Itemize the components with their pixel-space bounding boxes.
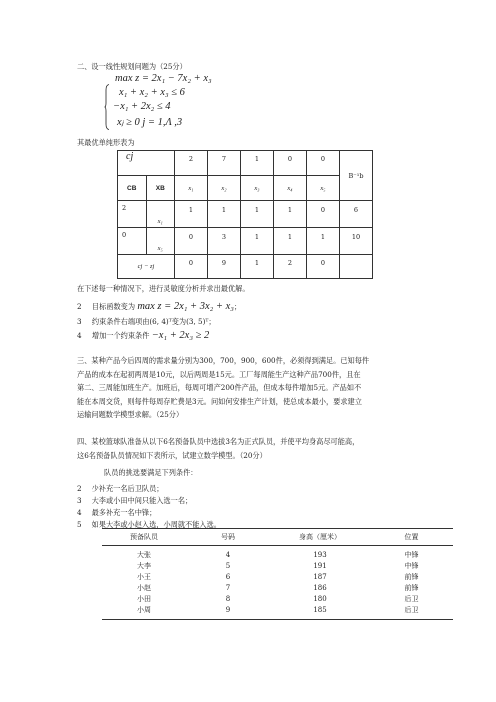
- item-number: 2: [77, 302, 82, 311]
- cb-value: 2: [118, 201, 147, 228]
- item-text: 增加一个约束条件: [91, 331, 150, 340]
- col-header: 号码: [186, 529, 270, 546]
- reduced-cost-row: [118, 255, 373, 279]
- empty-cell: [340, 255, 373, 279]
- list-item: 4 最多补充一名中锋；: [77, 508, 157, 517]
- var-header: x₂: [208, 176, 241, 201]
- bhat-header: B⁻¹b: [340, 151, 373, 201]
- table-row: 小田 8 180 后卫: [137, 595, 419, 603]
- cell: 1: [274, 201, 307, 228]
- item-2: [77, 317, 216, 327]
- constraint-nonneg: xⱼ ≥ 0 j = 1,Λ ,3: [117, 117, 183, 128]
- cj-value: 0: [307, 151, 340, 176]
- tableau-intro: 其最优单纯形表为: [77, 138, 135, 147]
- col-header: 预备队员: [102, 529, 186, 546]
- q3-paragraph: 三、某种产品今后四周的需求量分别为300，700，900，600件，必须得到满足。已知每件 产品的成本在起初两周是10元，以后两周是15元。工厂每周能生产这种产品700件，且在 第二、三周能加班生产。加班后，每周可增产200件产品，但成本每件增加5元。产品如不 能在本周交货，则每件每周存贮费是3元。问如何安排生产计划，使总成本最小，要求建立 运输问题数学模型求解。（25分）: [77, 356, 370, 419]
- table-row: 大张 4 193 中锋: [137, 551, 419, 559]
- conditions-intro: 队员的挑选要满足下列条件：: [104, 468, 198, 477]
- cell: 0: [307, 201, 340, 228]
- cell: 1: [241, 228, 274, 255]
- col-header: 位置: [370, 529, 453, 546]
- item-1: 2 目标函数变为 max z = 2x₁ + 3x₂ + x₃；: [77, 301, 242, 312]
- q2-heading: 二、设一线性规划问题为（25分）: [77, 62, 187, 71]
- rhs-value: 10: [340, 228, 373, 255]
- reduced-cost: 9: [208, 255, 241, 279]
- basis-var: x₅: [146, 228, 175, 255]
- reduced-cost: 1: [241, 255, 274, 279]
- table-row: 小王 6 187 前锋: [137, 573, 419, 581]
- table-row: [118, 228, 373, 255]
- table-row: 小周 9 185 后卫: [102, 605, 453, 620]
- item-formula: max z = 2x₁ + 3x₂ + x₃: [137, 301, 234, 312]
- item-number: 4: [77, 331, 82, 340]
- cb-value: 0: [118, 228, 147, 255]
- rhs-value: 6: [340, 201, 373, 228]
- constraint-brace: [104, 84, 110, 130]
- item-3: [77, 330, 209, 341]
- cell: 1: [208, 201, 241, 228]
- item-formula: −x₁ + 2x₃ ≥ 2: [151, 330, 210, 341]
- reduced-cost: 0: [307, 255, 340, 279]
- var-header: x₁: [175, 176, 208, 201]
- var-header: x₃: [241, 176, 274, 201]
- cj-label-cell: cj: [118, 151, 175, 176]
- table-row: [118, 201, 373, 228]
- col-header: 身高（厘米）: [270, 529, 370, 546]
- objective-function: max z = 2x₁ − 7x₂ + x₃: [115, 73, 212, 84]
- cell: 1: [307, 228, 340, 255]
- conditions-list: [77, 483, 221, 531]
- cell: 1: [175, 201, 208, 228]
- cell: 1: [241, 201, 274, 228]
- var-header: x₄: [274, 176, 307, 201]
- cell: 1: [274, 228, 307, 255]
- list-item: 5 如果大李或小赵入选，小周就不能入选。: [77, 520, 221, 529]
- table-row: 小赵 7 186 前锋: [137, 584, 419, 592]
- cj-value: 0: [274, 151, 307, 176]
- var-header: x₅: [307, 176, 340, 201]
- item-number: 3: [77, 317, 82, 326]
- cell: 3: [208, 228, 241, 255]
- table-header-row: [102, 529, 453, 546]
- reduced-cost: 0: [175, 255, 208, 279]
- cb-header: CB: [118, 176, 147, 201]
- sensitivity-intro: 在下述每一种情况下，进行灵敏度分析并求出最优解。: [77, 284, 250, 293]
- cj-value: 7: [208, 151, 241, 176]
- basis-var: x₁: [146, 201, 175, 228]
- cell: 0: [175, 228, 208, 255]
- constraint-1: x₁ + x₂ + x₃ ≤ 6: [119, 87, 185, 98]
- reduced-cost: 2: [274, 255, 307, 279]
- constraint-2: −x₁ + 2x₂ ≤ 4: [113, 101, 171, 112]
- players-table: [102, 528, 453, 620]
- list-item: 3 大李或小田中间只能入选一名；: [77, 496, 193, 505]
- xb-header: XB: [146, 176, 175, 201]
- reduced-label: cj − zj: [118, 255, 175, 279]
- simplex-tableau: [117, 150, 373, 279]
- table-row: 大李 5 191 中锋: [137, 562, 419, 570]
- cj-value: 2: [175, 151, 208, 176]
- item-text: 目标函数变为: [91, 302, 136, 311]
- list-item: 2 少补充一名后卫队员；: [77, 484, 164, 493]
- item-text: 约束条件右端项由(6, 4)ᵀ变为(3, 5)ᵀ；: [91, 317, 216, 326]
- cj-value: 1: [241, 151, 274, 176]
- q4-paragraph: 四、某校篮球队准备从以下6名预备队员中选拔3名为正式队员，并使平均身高尽可能高， 这6名预备队员情况如下表所示，试建立数学模型。（20分）: [77, 437, 360, 460]
